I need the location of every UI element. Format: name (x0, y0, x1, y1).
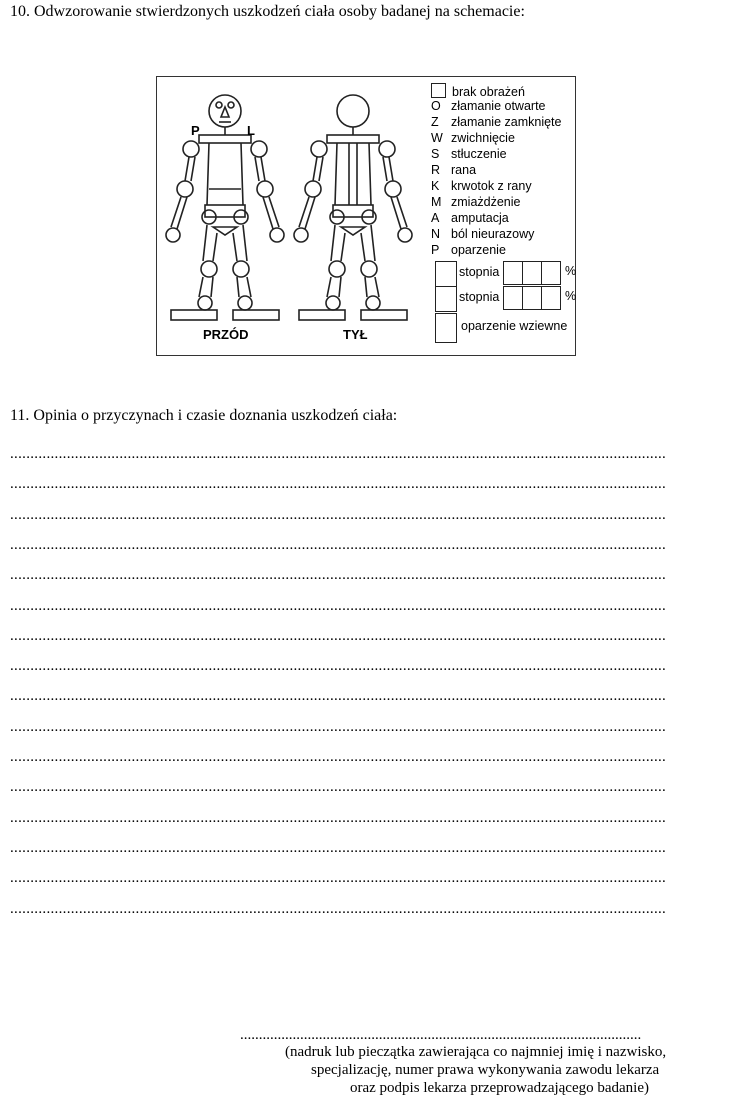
dotted-answer-line[interactable]: .................................................................................................................................................................. (10, 506, 667, 523)
signature-caption-3: oraz podpis lekarza przeprowadzającego badanie) (350, 1080, 649, 1096)
burn-percent-field[interactable] (503, 261, 561, 285)
dotted-answer-line[interactable]: .................................................................................................................................................................. (10, 749, 667, 765)
section-11-title: 11. Opinia o przyczynach i czasie doznania uszkodzeń ciała: (10, 407, 398, 424)
legend-item-none: brak obrażeń (431, 83, 525, 98)
legend-item: N ból nieurazowy (431, 227, 535, 241)
legend-item: W zwichnięcie (431, 131, 515, 145)
burn-degree-field[interactable] (435, 286, 457, 312)
dotted-answer-line[interactable]: .................................................................................................................................................................. (10, 627, 667, 644)
legend-item: A amputacja (431, 211, 509, 225)
burn-percent-field[interactable] (503, 286, 561, 310)
dotted-answer-line[interactable]: .................................................................................................................................................................. (10, 688, 667, 705)
dotted-answer-line[interactable]: .................................................................................................................................................................. (10, 446, 667, 462)
dotted-answer-line[interactable]: .................................................................................................................................................................. (10, 567, 667, 584)
signature-caption-2: specjalizację, numer prawa wykonywania zawodu lekarza (311, 1062, 660, 1078)
inhalation-burn-checkbox[interactable] (435, 313, 457, 343)
dotted-answer-line[interactable]: .................................................................................................................................................................. (10, 476, 667, 493)
legend-item: Z złamanie zamknięte (431, 115, 562, 129)
back-label: TYŁ (343, 327, 368, 342)
legend-item: K krwotok z rany (431, 179, 532, 193)
dotted-answer-line[interactable]: .................................................................................................................................................................. (10, 870, 667, 887)
dotted-answer-line[interactable]: .................................................................................................................................................................. (10, 597, 667, 614)
front-label: PRZÓD (203, 327, 249, 342)
dotted-answer-line[interactable]: .................................................................................................................................................................. (10, 718, 667, 735)
dotted-answer-line[interactable]: .................................................................................................................................................................. (10, 536, 667, 553)
dotted-answer-line[interactable]: .................................................................................................................................................................. (10, 658, 667, 675)
right-side-label: P (191, 123, 200, 138)
dotted-answer-line[interactable]: .................................................................................................................................................................. (10, 839, 667, 856)
dotted-answer-line[interactable]: .................................................................................................................................................................. (10, 900, 667, 917)
dotted-answer-line[interactable]: .................................................................................................................................................................. (10, 809, 667, 826)
legend-item: R rana (431, 163, 477, 177)
legend-item: P oparzenie (431, 243, 506, 257)
legend-item: S stłuczenie (431, 147, 507, 161)
left-side-label: L (247, 123, 255, 138)
checkbox[interactable] (431, 83, 446, 98)
burn-degree-field[interactable] (435, 261, 457, 287)
signature-line[interactable]: ........................................................................................................... (240, 1027, 642, 1043)
legend-item: M zmiażdżenie (431, 195, 521, 209)
front-figure (166, 95, 284, 320)
section-10-title: 10. Odwzorowanie stwierdzonych uszkodzeń ciała osoby badanej na schemacie: (10, 3, 525, 20)
signature-caption-1: (nadruk lub pieczątka zawierająca co najmniej imię i nazwisko, (285, 1044, 667, 1060)
legend-item: O złamanie otwarte (431, 99, 546, 113)
body-diagram: P L PRZÓD TYŁ brak obrażeń O złamanie otwarte Z złamanie zamknięte W zwichnięcie S stłuczenie R rana K krwotok z rany M zmiażdżenie A amputacja N ból nieurazowy P oparzenie stopnia % stopnia % oparzenie wziewne (156, 76, 576, 356)
back-figure (294, 95, 412, 320)
dotted-answer-line[interactable]: .................................................................................................................................................................. (10, 779, 667, 796)
